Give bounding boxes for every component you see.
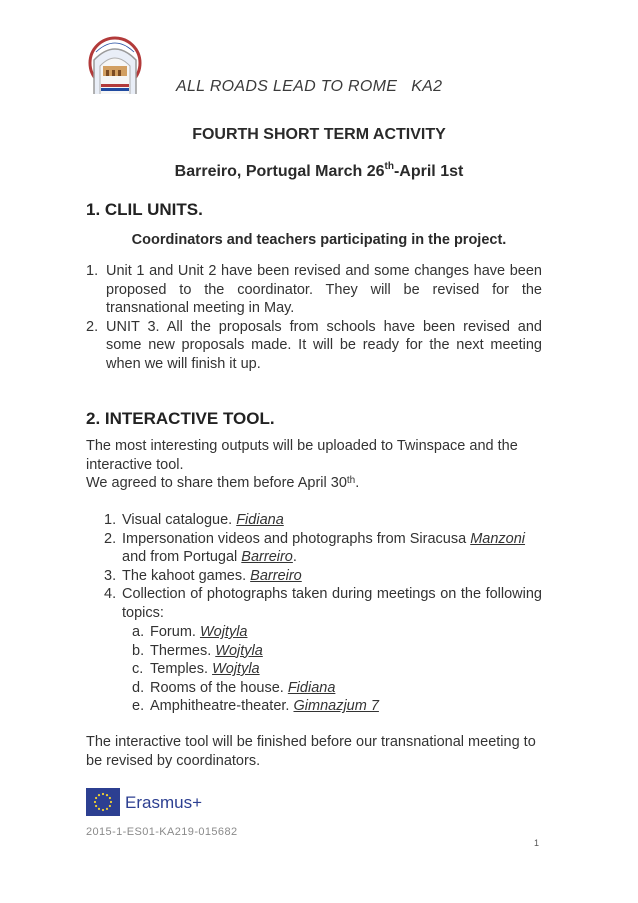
list-item-number: 2. [86, 318, 99, 335]
list-item-text: Impersonation videos and photographs from Siracusa [122, 530, 471, 547]
list-item-number: 3. [104, 567, 117, 584]
sublist-item-text: Thermes. [150, 642, 216, 659]
sublist-item [132, 697, 379, 716]
list-item [86, 262, 542, 318]
sublist-item [132, 679, 379, 698]
outputs-list [104, 511, 542, 622]
sublist-item-text: Rooms of the house. [150, 679, 288, 696]
list-item [104, 511, 542, 530]
school-link-manzoni[interactable]: Manzoni [470, 530, 526, 547]
list-item [104, 567, 542, 586]
list-item-text-cont: and from Portugal [122, 549, 242, 565]
sublist-item-letter: b. [132, 642, 145, 659]
sublist-item [132, 642, 379, 661]
closing-paragraph: The interactive tool will be finished before our transnational meeting to be revised by coordinators. [86, 734, 536, 769]
header-code: KA2 [411, 78, 443, 95]
list-item-text: Collection of photographs taken during meetings on the following topics: [122, 586, 542, 621]
sublist-item-letter: c. [132, 661, 144, 677]
school-link-barreiro[interactable]: Barreiro [250, 567, 302, 584]
school-link-wojtyla[interactable]: Wojtyla [212, 661, 260, 677]
sublist-item-text: Amphitheatre-theater. [150, 698, 294, 714]
list-item-number: 1. [104, 512, 117, 528]
school-link-gimnazjum[interactable]: Gimnazjum 7 [293, 698, 379, 714]
place-prefix: Barreiro, Portugal March 26 [174, 163, 385, 180]
list-item [104, 585, 542, 622]
sublist-item-text: Forum. [150, 624, 200, 640]
header-title-text: ALL ROADS LEAD TO ROME [176, 78, 398, 95]
list-item-number: 4. [104, 586, 117, 602]
school-link-fidiana[interactable]: Fidiana [287, 679, 336, 696]
school-link-wojtyla[interactable]: Wojtyla [199, 624, 248, 640]
school-link-fidiana[interactable]: Fidiana [236, 512, 284, 528]
erasmus-label: Erasmus+ [125, 793, 202, 812]
activity-heading: FOURTH SHORT TERM ACTIVITY [192, 126, 446, 143]
list-item [104, 530, 542, 567]
agree-sup: th [346, 475, 356, 486]
sublist-item-letter: e. [132, 698, 145, 714]
topics-sublist [132, 623, 379, 716]
sublist-item [132, 660, 379, 679]
agreement-line [86, 474, 542, 493]
agree-prefix: We agreed to share them before April 30 [86, 475, 347, 491]
list-item-text: Visual catalogue. [122, 512, 237, 528]
list-item-text: The kahoot games. [122, 567, 251, 584]
section-clil-subtitle: Coordinators and teachers participating in the project. [131, 232, 507, 248]
interactive-intro: The most interesting outputs will be uploaded to Twinspace and the interactive tool. [86, 438, 518, 473]
school-link-wojtyla[interactable]: Wojtyla [215, 642, 263, 659]
sublist-item-letter: d. [132, 679, 145, 696]
list-item-number: 2. [104, 530, 117, 547]
school-link-barreiro[interactable]: Barreiro [241, 549, 293, 565]
project-code: 2015-1-ES01-KA219-015682 [86, 826, 238, 838]
project-logo [86, 36, 144, 98]
sublist-item-text: Temples. [150, 661, 213, 677]
erasmus-logo [86, 788, 266, 818]
sublist-item [132, 623, 379, 642]
page-number: 1 [534, 838, 540, 848]
section-interactive-title: 2. INTERACTIVE TOOL. [86, 409, 275, 428]
list-item-tail: . [292, 549, 297, 565]
section-clil-title: 1. CLIL UNITS. [86, 200, 203, 219]
list-item-text: Unit 1 and Unit 2 have been revised and some changes have been proposed to the coordinator. They will be revised for the transnational meeting in May. [106, 263, 542, 316]
sublist-item-letter: a. [132, 624, 145, 640]
header-title [176, 78, 442, 96]
agree-suffix: . [355, 475, 360, 491]
list-item [86, 318, 542, 374]
clil-list [86, 262, 542, 373]
place-suffix: -April 1st [393, 163, 464, 180]
place-sup: th [384, 161, 394, 172]
eu-flag-icon [86, 788, 120, 816]
list-item-text: UNIT 3. All the proposals from schools have been revised and some new proposals made. It will be ready for the next meeting when we will finish it up. [106, 318, 542, 372]
list-item-number: 1. [86, 263, 99, 279]
place-heading [0, 163, 638, 181]
